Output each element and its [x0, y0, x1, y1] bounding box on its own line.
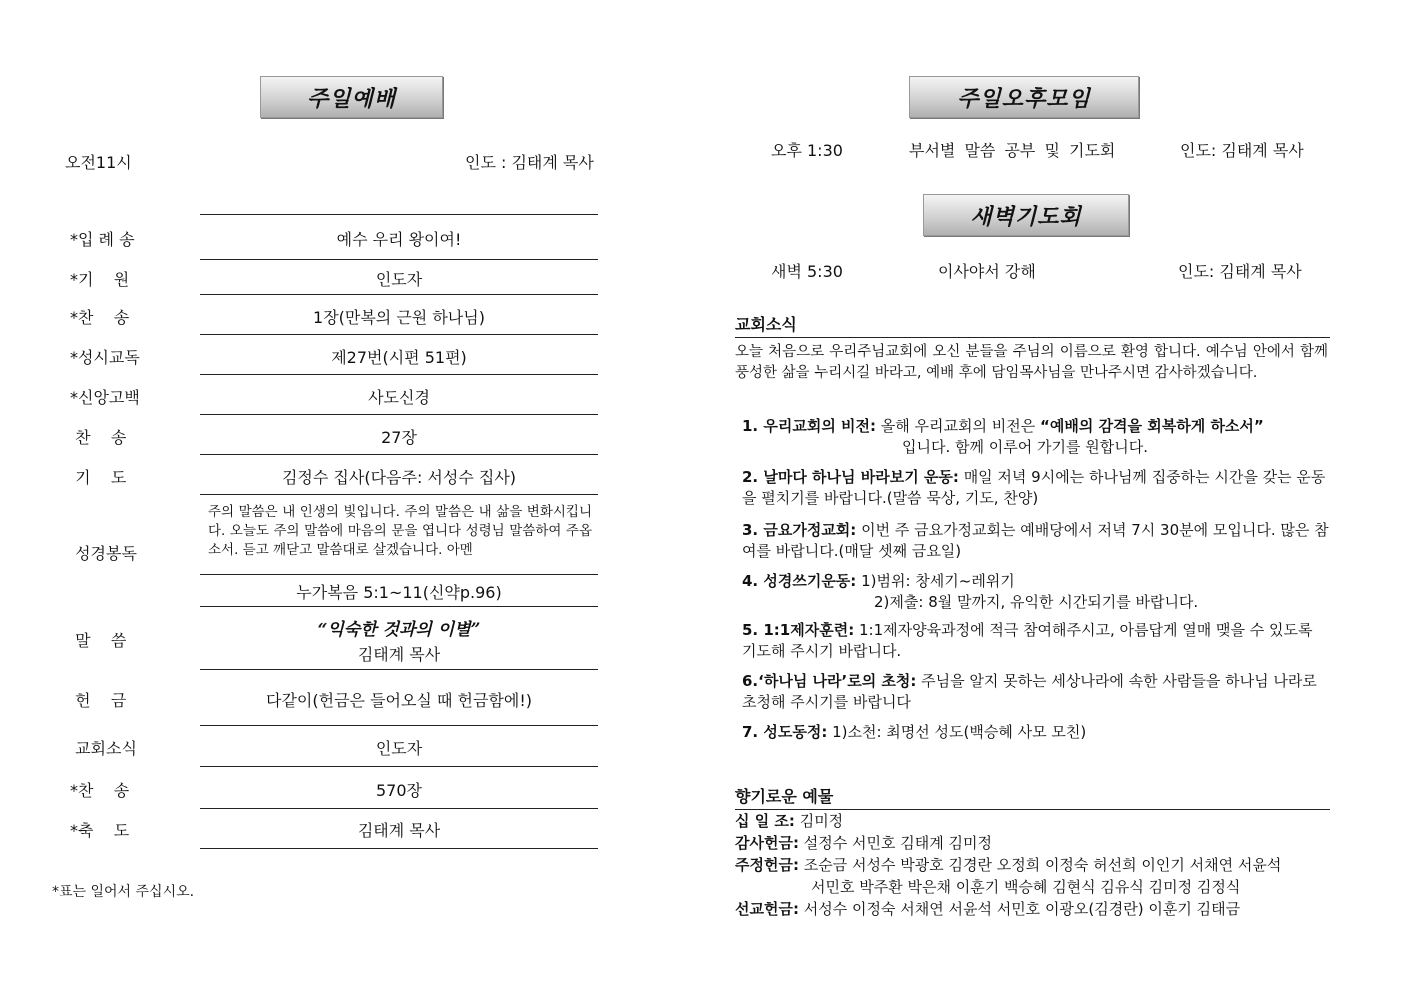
offering-names: 설정수 서민호 김태계 김미정 — [803, 834, 992, 852]
order-content: 570장 — [376, 781, 422, 800]
order-rule — [200, 669, 598, 670]
offering-row-continued — [811, 876, 1240, 898]
afternoon-banner: 주일오후모임 — [909, 76, 1139, 118]
news-item-text: 1:1제자양육과정에 적극 참여해주시고, 아름답게 열매 맺을 수 있도록 기도해 주시기 바랍니다. — [742, 621, 1313, 660]
afternoon-leader: 인도: 김태계 목사 — [1180, 141, 1304, 160]
offering-names: 서민호 박주환 박은채 이훈기 백승혜 김현식 김유식 김미정 김정식 — [811, 878, 1241, 896]
order-rule — [200, 606, 598, 607]
order-label: 찬 송 — [70, 428, 127, 447]
sermon-preacher: 김태계 목사 — [357, 645, 441, 664]
news-item — [742, 520, 1330, 562]
news-item-title: 5. 1:1제자훈련: — [742, 621, 855, 639]
scripture-reference: 누가복음 5:1~11(신약p.96) — [296, 583, 502, 602]
worship-banner: 주일예배 — [260, 76, 443, 118]
order-content: 김태계 목사 — [357, 821, 441, 840]
order-content: 다같이(헌금은 들어오실 때 헌금함에!) — [266, 691, 532, 710]
news-item-title: 6.‘하나님 나라’로의 초청: — [742, 672, 917, 690]
standing-footnote: *표는 일어서 주십시오. — [52, 884, 195, 900]
news-item-text: 이번 주 금요가정교회는 예배당에서 저녁 7시 30분에 모입니다. 많은 참여를 바랍니다.(매달 셋째 금요일) — [742, 521, 1329, 560]
order-label: 교회소식 — [70, 739, 137, 758]
dawn-leader: 인도: 김태계 목사 — [1178, 262, 1302, 281]
order-content: 김정수 집사(다음주: 서성수 집사) — [281, 468, 517, 487]
news-heading: 교회소식 — [735, 312, 1330, 338]
order-label: *입 례 송 — [70, 230, 135, 249]
offering-heading: 향기로운 예물 — [735, 784, 1330, 810]
news-item — [742, 722, 1330, 743]
news-item-text: 1)소천: 최명선 성도(백승혜 사모 모친) — [832, 723, 1087, 741]
news-intro: 오늘 처음으로 우리주님교회에 오신 분들을 주님의 이름으로 환영 합니다. 예수님 안에서 함께 풍성한 삶을 누리시길 바라고, 예배 후에 담임목사님을 만나주시면 감사하겠습니다. — [735, 344, 1328, 381]
order-rule — [200, 374, 598, 375]
dawn-desc: 이사야서 강해 — [938, 262, 1036, 281]
order-content: 1장(만복의 근원 하나님) — [313, 308, 485, 327]
news-item: 1. 우리교회의 비전: 올해 우리교회의 비전은 “예배의 감격을 회복하게 하소서” 입니다. 함께 이루어 가기를 원합니다. — [742, 416, 1330, 458]
offering-row — [735, 810, 843, 832]
news-item — [742, 671, 1330, 713]
news-item-text: 입니다. 함께 이루어 가기를 원합니다. — [902, 438, 1148, 456]
order-label: 헌 금 — [70, 691, 127, 710]
order-label: *찬 송 — [70, 308, 130, 327]
news-item-title: 2. 날마다 하나님 바라보기 운동: — [742, 468, 959, 486]
worship-time: 오전11시 — [65, 153, 132, 172]
order-rule — [200, 574, 598, 575]
worship-leader: 인도 : 김태계 목사 — [465, 153, 594, 172]
order-rule — [200, 214, 598, 215]
offering-row — [735, 832, 992, 854]
order-rule — [200, 454, 598, 455]
offering-label: 주정헌금: — [735, 856, 799, 874]
order-rule — [200, 259, 598, 260]
order-rule — [200, 414, 598, 415]
offering-row — [735, 854, 1281, 876]
order-rule — [200, 808, 598, 809]
news-item-text: 1)범위: 창세기~레위기 — [861, 572, 1015, 590]
offering-label: 십 일 조: — [735, 812, 795, 830]
order-content: 인도자 — [375, 739, 423, 758]
order-rule — [200, 725, 598, 726]
offering-names: 김미정 — [799, 812, 844, 830]
dawn-time: 새벽 5:30 — [771, 262, 843, 281]
order-label: *성시교독 — [70, 348, 140, 367]
scripture-prayer-text: 주의 말씀은 내 인생의 빛입니다. 주의 말씀은 내 삶을 변화시킵니다. 오늘도 주의 말씀에 마음의 문을 엽니다 성령님 말씀하여 주옵소서. 듣고 깨닫고 말씀대로 살겠습니다. 아멘 — [208, 504, 592, 558]
offering-row — [735, 898, 1240, 920]
sermon-title: “익숙한 것과의 이별” — [317, 620, 481, 640]
news-item-text: 2)제출: 8월 말까지, 유익한 시간되기를 바랍니다. — [874, 593, 1199, 611]
order-rule — [200, 766, 598, 767]
offering-names: 조순금 서성수 박광호 김경란 오정희 이정숙 허선희 이인기 서채연 서윤석 — [803, 856, 1282, 874]
news-item — [742, 467, 1330, 509]
order-rule — [200, 334, 598, 335]
order-content: 27장 — [381, 428, 417, 447]
news-item — [742, 620, 1330, 662]
order-content: 사도신경 — [368, 388, 430, 407]
order-label: 말 씀 — [70, 631, 127, 650]
news-item-text: 주님을 알지 못하는 세상나라에 속한 사람들을 하나님 나라로 초청해 주시기를 바랍니다 — [742, 672, 1317, 711]
news-item-title: 1. 우리교회의 비전: — [742, 417, 877, 435]
order-label: 성경봉독 — [70, 544, 137, 563]
news-item-title: 7. 성도동정: — [742, 723, 828, 741]
news-item — [742, 571, 1330, 613]
dawn-prayer-banner: 새벽기도회 — [923, 194, 1129, 236]
order-label: 기 도 — [70, 468, 127, 487]
offering-label: 선교헌금: — [735, 900, 799, 918]
order-content: 예수 우리 왕이여! — [336, 230, 462, 249]
offering-names: 서성수 이정숙 서채연 서윤석 서민호 이광오(김경란) 이훈기 김태금 — [803, 900, 1241, 918]
order-label: *축 도 — [70, 821, 130, 840]
order-rule — [200, 294, 598, 295]
order-label: *찬 송 — [70, 781, 130, 800]
order-rule — [200, 848, 598, 849]
news-item-text: 매일 저녁 9시에는 하나님께 집중하는 시간을 갖는 운동을 펼치기를 바랍니다.(말씀 묵상, 기도, 찬양) — [742, 468, 1326, 507]
order-label: *신앙고백 — [70, 388, 140, 407]
afternoon-time: 오후 1:30 — [771, 141, 843, 160]
order-label: *기 원 — [70, 270, 130, 289]
order-rule — [200, 494, 598, 495]
news-item-title: 3. 금요가정교회: — [742, 521, 857, 539]
news-item-title: 4. 성경쓰기운동: — [742, 572, 857, 590]
order-content: 제27번(시편 51편) — [331, 348, 467, 367]
order-content: 인도자 — [375, 270, 423, 289]
afternoon-desc: 부서별 말씀 공부 및 기도회 — [909, 141, 1116, 160]
offering-label: 감사헌금: — [735, 834, 799, 852]
